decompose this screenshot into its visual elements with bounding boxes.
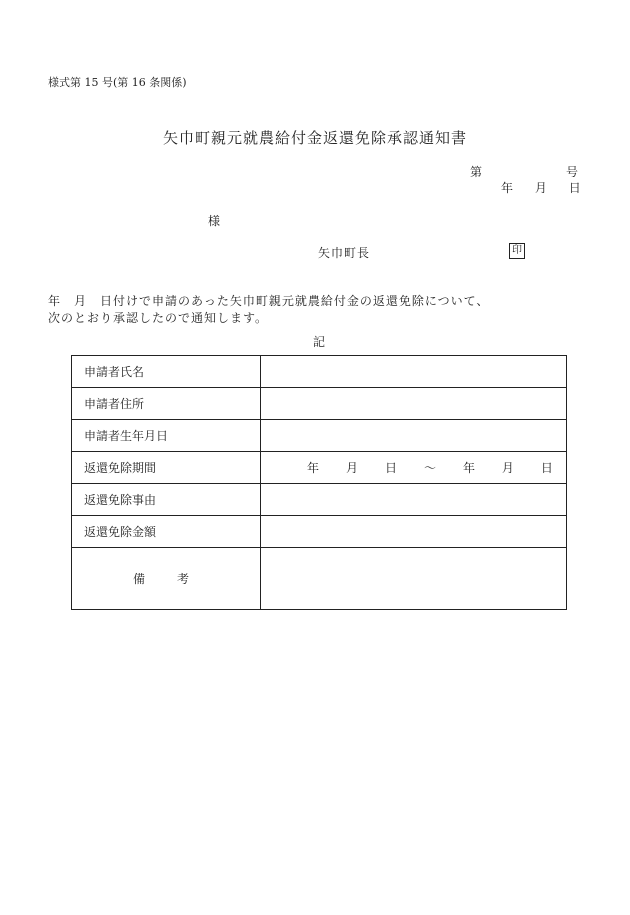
- doc-number-prefix: 第: [470, 165, 483, 179]
- label-exemption-amount: 返還免除金額: [72, 516, 261, 548]
- addressee-suffix: 様: [208, 214, 221, 228]
- value-applicant-name[interactable]: [261, 356, 567, 388]
- body-text-line-1: 年 月 日付けで申請のあった矢巾町親元就農給付金の返還免除について、: [48, 294, 490, 308]
- date-day: 日: [568, 181, 581, 195]
- label-exemption-reason: 返還免除事由: [72, 484, 261, 516]
- table-row: [72, 452, 567, 484]
- label-exemption-period: 返還免除期間: [72, 452, 261, 484]
- label-applicant-address: 申請者住所: [72, 388, 261, 420]
- value-exemption-reason[interactable]: [261, 484, 567, 516]
- value-exemption-amount[interactable]: [261, 516, 567, 548]
- value-remarks[interactable]: [261, 548, 567, 610]
- period-start-month: 月: [345, 461, 358, 475]
- ki-marker: 記: [313, 335, 326, 349]
- period-end-year: 年: [462, 461, 475, 475]
- value-applicant-address[interactable]: [261, 388, 567, 420]
- label-applicant-birthdate: 申請者生年月日: [72, 420, 261, 452]
- info-table: [71, 355, 567, 610]
- table-row: [72, 548, 567, 610]
- value-exemption-period[interactable]: [261, 452, 567, 484]
- period-tilde: ～: [423, 461, 436, 475]
- label-applicant-name: 申請者氏名: [72, 356, 261, 388]
- form-number: 様式第 15 号(第 16 条関係): [48, 76, 187, 89]
- date-month: 月: [534, 181, 547, 195]
- period-start-day: 日: [384, 461, 397, 475]
- table-row: [72, 420, 567, 452]
- issuer-name: 矢巾町長: [318, 246, 371, 260]
- period-end-month: 月: [501, 461, 514, 475]
- table-row: [72, 356, 567, 388]
- table-row: [72, 484, 567, 516]
- doc-number-suffix: 号: [566, 165, 579, 179]
- document-title: 矢巾町親元就農給付金返還免除承認通知書: [162, 129, 467, 147]
- date-year: 年: [501, 181, 514, 195]
- period-end-day: 日: [540, 461, 553, 475]
- table-row: [72, 388, 567, 420]
- issue-date: [501, 179, 581, 196]
- table-row: [72, 516, 567, 548]
- seal-stamp: 印: [509, 243, 525, 259]
- body-text-line-2: 次のとおり承認したので通知します。: [48, 311, 269, 325]
- value-applicant-birthdate[interactable]: [261, 420, 567, 452]
- label-remarks: 備 考: [72, 548, 261, 610]
- period-start-year: 年: [307, 461, 320, 475]
